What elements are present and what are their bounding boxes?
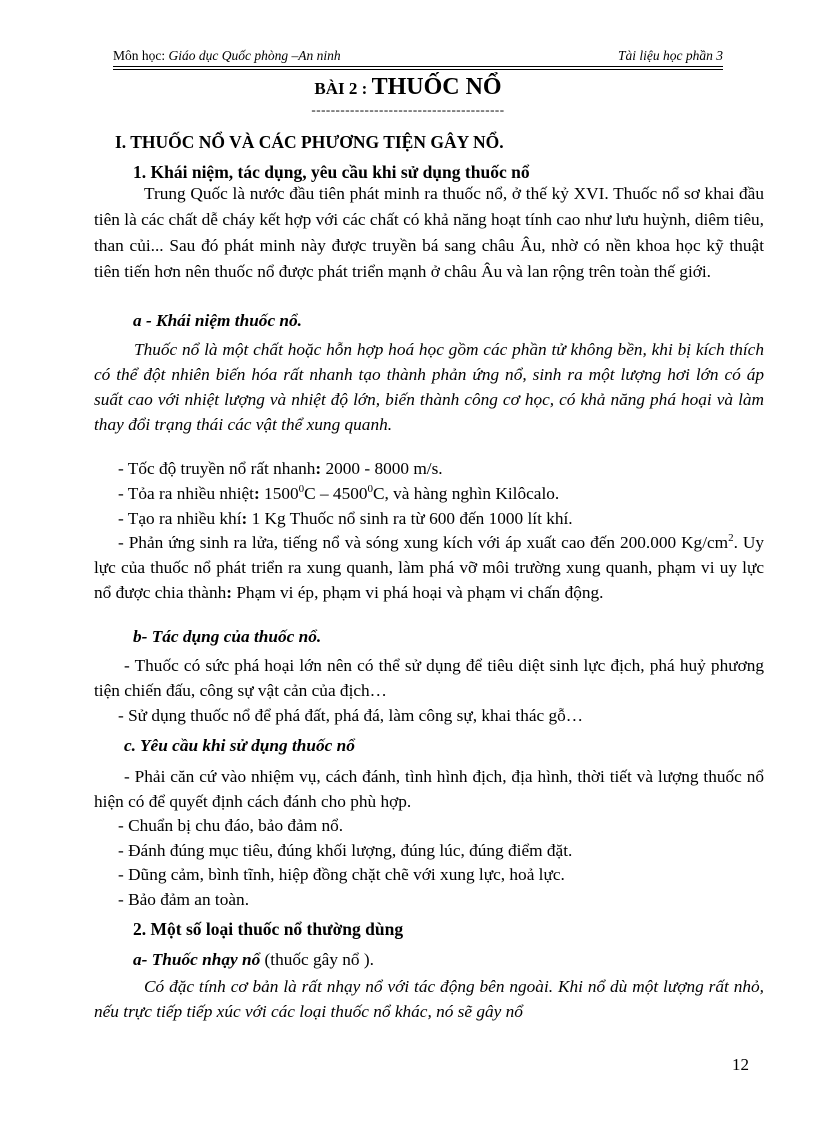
page-number: 12 (732, 1055, 749, 1074)
c-item: - Đánh đúng mục tiêu, đúng khối lượng, đúng lúc, đúng điểm đặt. (118, 841, 573, 860)
heat-t2: C – 4500 (304, 484, 368, 503)
sub2-a-heading: a- Thuốc nhạy nổ (133, 950, 261, 969)
react-t1: - Phản ứng sinh ra lửa, tiếng nổ và sóng xung kích với áp xuất cao đến 200.000 Kg/cm (118, 533, 729, 552)
speed-value: 2000 - 8000 m/s. (321, 459, 443, 478)
page-header (113, 48, 723, 68)
header-rule-thin (113, 69, 723, 70)
header-course-name: Giáo dục Quốc phòng –An ninh (168, 48, 341, 63)
colon: : (315, 459, 322, 478)
subsection-1-heading: 1. Khái niệm, tác dụng, yêu cầu khi sử dụng thuốc nổ (133, 162, 530, 182)
react-t2: . Uy lực của thuốc nổ phát triển ra xung quanh, làm phá vỡ môi trường xung quanh, phạm vi uy lực nổ được chia thành (94, 533, 764, 602)
header-course (113, 48, 341, 64)
header-rule (113, 66, 723, 67)
colon: : (241, 509, 248, 528)
section-heading: I. THUỐC NỔ VÀ CÁC PHƯƠNG TIỆN GÂY NỔ. (115, 132, 504, 152)
lesson-title-prefix: BÀI 2 : (314, 79, 372, 98)
reaction-paragraph (94, 530, 764, 605)
react-sup: 2 (728, 532, 734, 545)
b-item: - Thuốc có sức phá hoại lớn nên có thể sử dụng để tiêu diệt sinh lực địch, phá huỷ phương tiện chiến đấu, công sự vật cản của địch… (94, 656, 764, 700)
c-item: - Bảo đảm an toàn. (118, 890, 250, 909)
a-heading: a - Khái niệm thuốc nổ. (133, 311, 303, 330)
header-doc-label: Tài liệu học phần 3 (618, 48, 723, 63)
gas-label: - Tạo ra nhiều khí (118, 509, 242, 528)
lesson-title-main: THUỐC NỔ (371, 74, 502, 100)
sub2-a-heading-line (133, 947, 803, 972)
heat-sup2: 0 (367, 483, 373, 496)
definition-paragraph: Thuốc nổ là một chất hoặc hỗn hợp hoá học gồm các phần tử không bền, khi bị kích thích có thể đột nhiên biến hóa rất nhanh tạo thành phản ứng nổ, sinh ra một lượng hơi lớn có áp suất cao với nhiệt lượng và nhiệt độ lớn, biến thành công cơ học, có khả năng phá hoại và làm thay đổi trạng thái các vật thể xung quanh. (94, 340, 764, 434)
heat-line (118, 481, 764, 506)
sub2-a-heading-note: (thuốc gây nổ ). (260, 950, 374, 969)
c-item: - Phải căn cứ vào nhiệm vụ, cách đánh, tình hình địch, địa hình, thời tiết và lượng thuốc nổ hiện có để quyết định cách đánh cho phù hợp. (94, 767, 764, 811)
sub2-a-paragraph: Có đặc tính cơ bản là rất nhạy nổ với tác động bên ngoài. Khi nổ dù một lượng rất nhỏ, nếu trực tiếp tiếp xúc với các loại thuốc nổ khác, nó sẽ gây nổ (94, 977, 764, 1021)
lesson-title (0, 74, 816, 101)
heat-label: - Tỏa ra nhiều nhiệt (118, 484, 254, 503)
heat-t3: C, và hàng nghìn Kilôcalo. (373, 484, 560, 503)
heat-sup1: 0 (298, 483, 305, 496)
react-t3: Phạm vi ép, phạm vi phá hoại và phạm vi chấn động. (232, 583, 604, 602)
gas-line (118, 506, 764, 531)
speed-label: - Tốc độ truyền nổ rất nhanh (118, 459, 316, 478)
c-item: - Dũng cảm, bình tĩnh, hiệp đồng chặt chẽ với xung lực, hoả lực. (118, 865, 565, 884)
title-underline: ---------------------------------------- (311, 102, 505, 117)
colon: : (226, 583, 232, 602)
header-course-label: Môn học: (113, 48, 169, 63)
c-heading: c. Yêu cầu khi sử dụng thuốc nổ (124, 736, 355, 755)
intro-paragraph: Trung Quốc là nước đầu tiên phát minh ra thuốc nổ, ở thế kỷ XVI. Thuốc nổ sơ khai đầu tiên là các chất dễ cháy kết hợp với các chất có khả năng hoạt tính cao như lưu huỳnh, diêm tiêu, than củi... Sau đó phát minh này được truyền bá sang châu Âu, nhờ có nền khoa học kỹ thuật tiên tiến hơn nên thuốc nổ được phát triển mạnh ở châu Âu và lan rộng trên toàn thế giới. (94, 184, 764, 281)
colon: : (253, 484, 260, 503)
speed-line (118, 456, 764, 481)
gas-value: 1 Kg Thuốc nổ sinh ra từ 600 đến 1000 lít khí. (247, 509, 573, 528)
subsection-2-heading: 2. Một số loại thuốc nổ thường dùng (133, 919, 404, 939)
heat-t1: 1500 (259, 484, 299, 503)
b-item: - Sử dụng thuốc nổ để phá đất, phá đá, làm công sự, khai thác gỗ… (118, 706, 584, 725)
b-heading: b- Tác dụng của thuốc nổ. (133, 627, 322, 646)
c-item: - Chuẩn bị chu đáo, bảo đảm nổ. (118, 816, 344, 835)
